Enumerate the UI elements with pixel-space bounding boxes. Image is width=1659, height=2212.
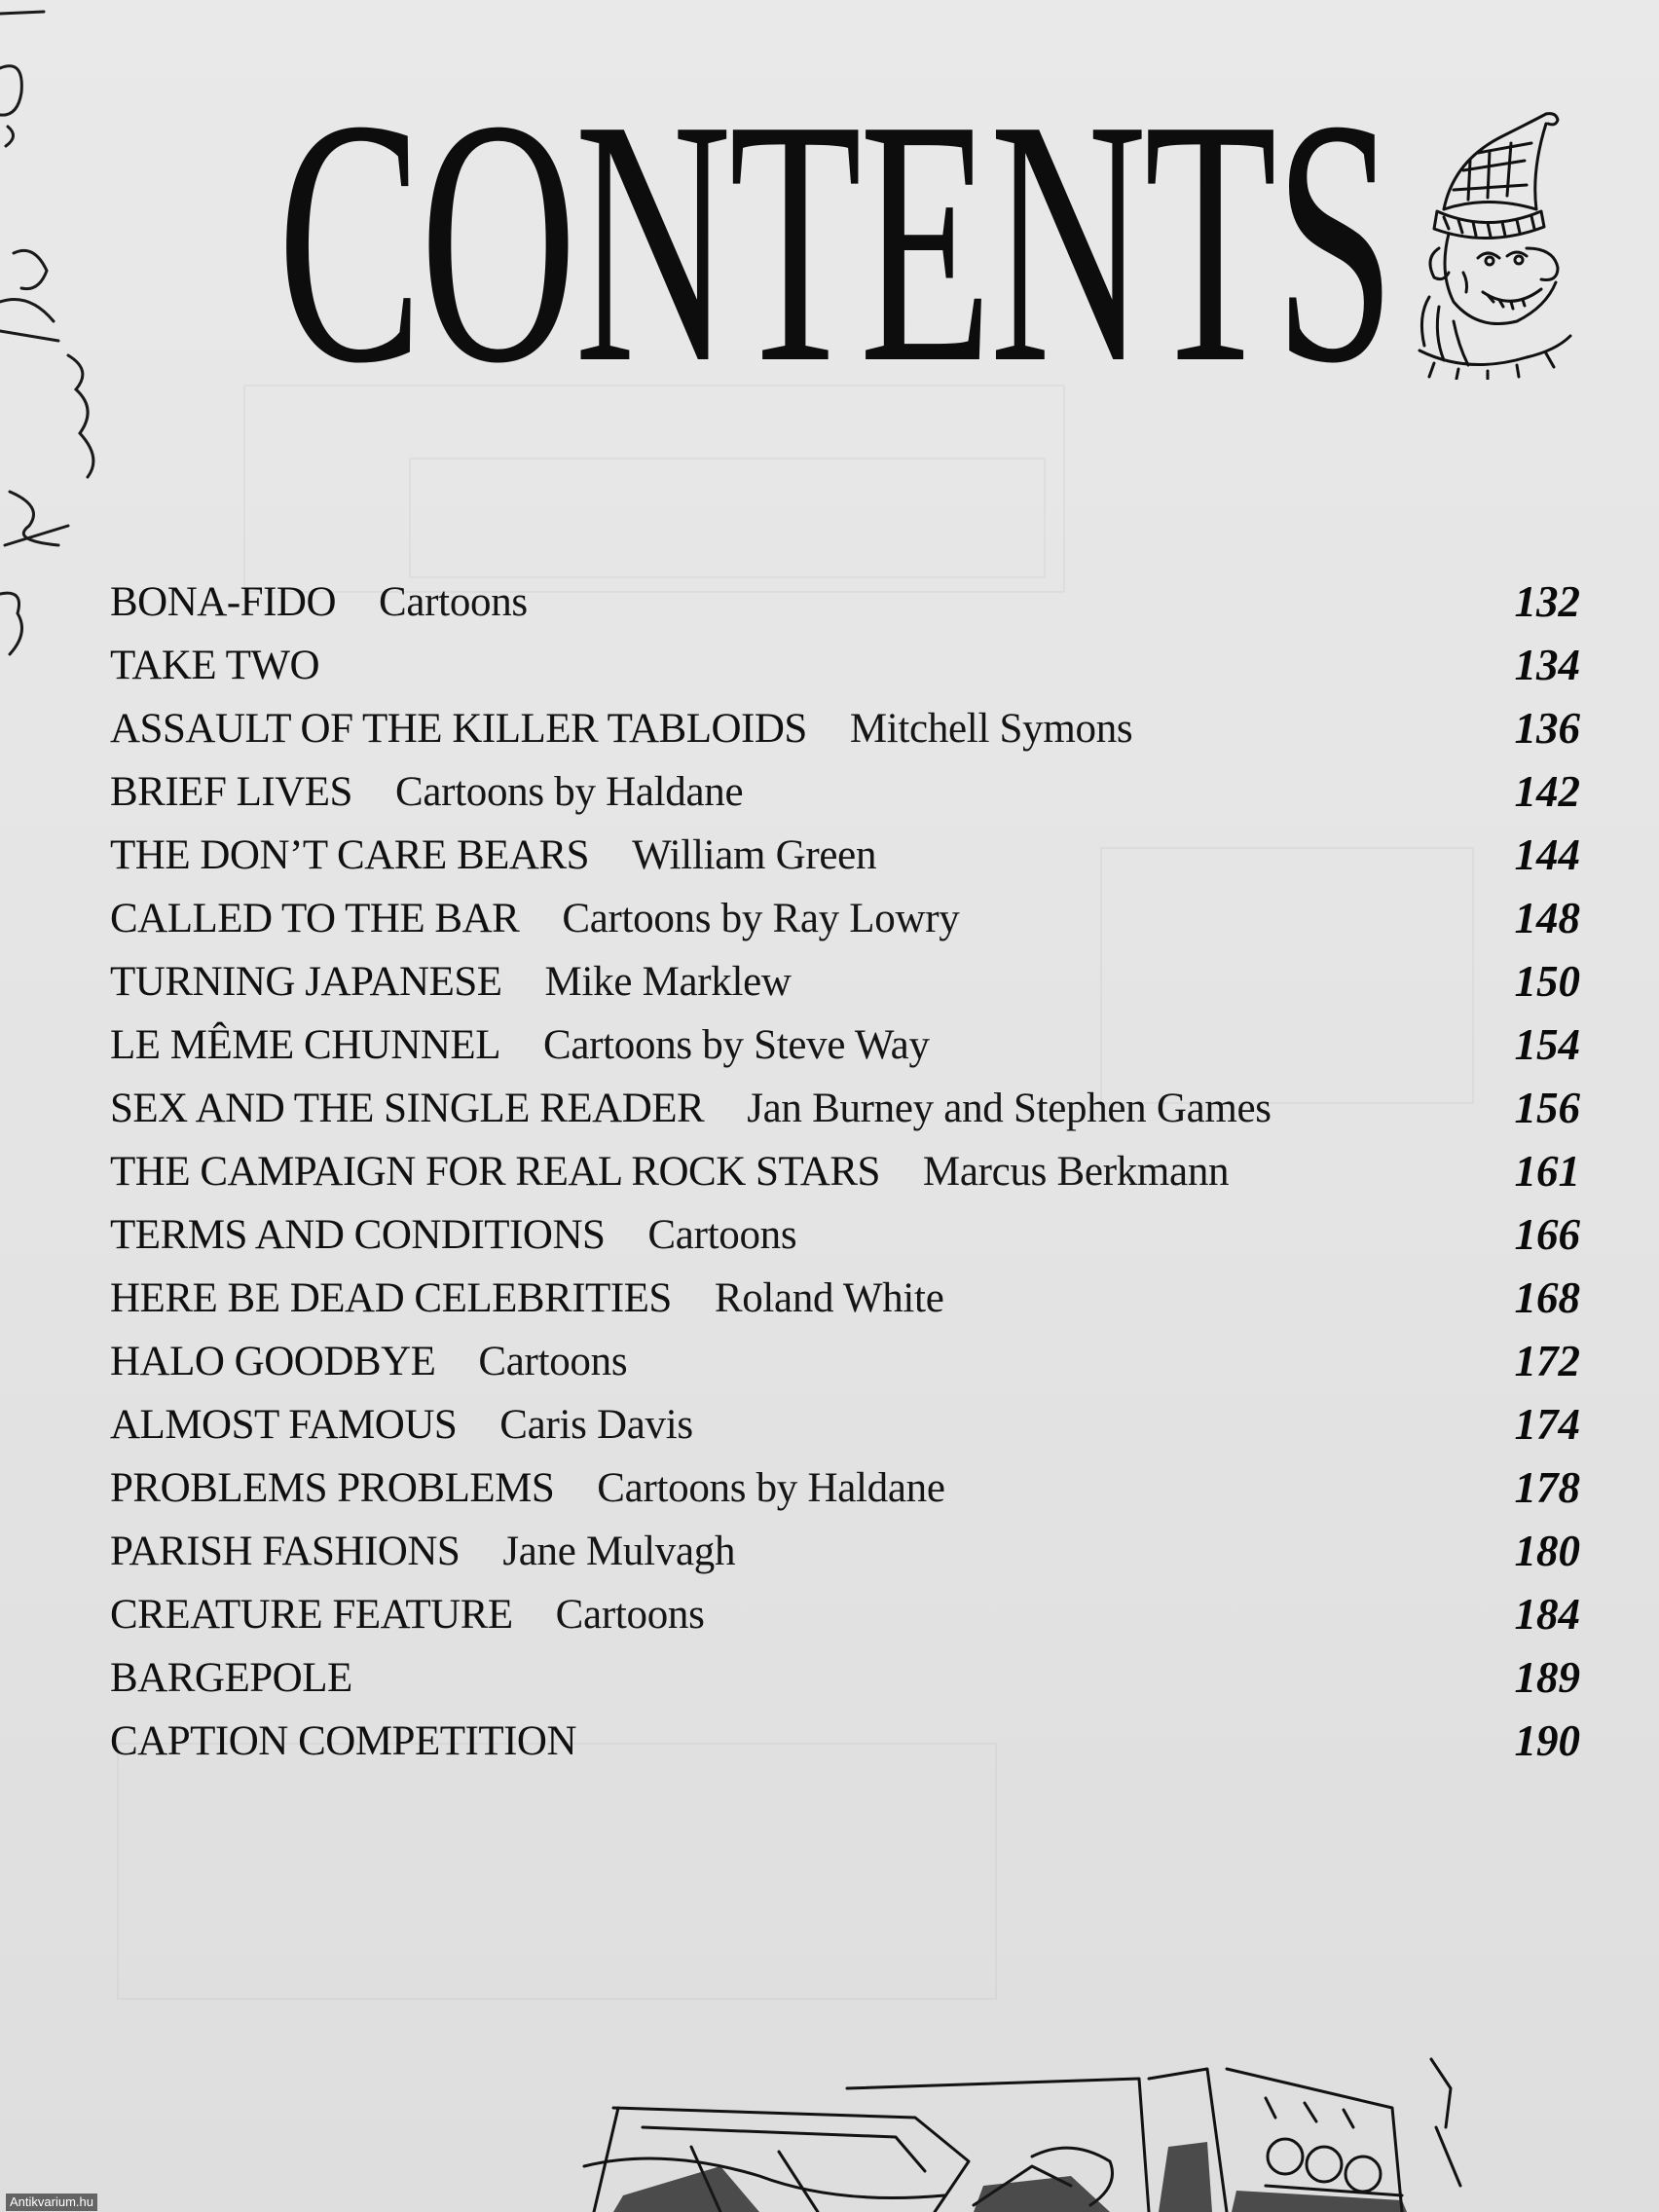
toc-entry-page-number: 184: [1514, 1590, 1580, 1639]
toc-entry: [110, 571, 1580, 634]
toc-entry-author: Cartoons by Haldane: [394, 769, 744, 815]
toc-entry: [110, 1140, 1580, 1203]
toc-entry-title: CALLED TO THE BAR: [110, 896, 520, 941]
toc-entry-page-number: 154: [1514, 1020, 1580, 1069]
toc-entry-author: Cartoons: [478, 1339, 628, 1384]
toc-entry: [110, 697, 1580, 760]
toc-entry: [110, 760, 1580, 824]
toc-entry-author: Cartoons by Steve Way: [542, 1022, 930, 1068]
toc-entry-title: ALMOST FAMOUS: [110, 1402, 458, 1448]
toc-entry: [110, 1077, 1580, 1140]
toc-entry-author: Mike Marklew: [544, 959, 792, 1005]
toc-entry-title: TAKE TWO: [110, 643, 320, 688]
toc-entry-title: BONA-FIDO: [110, 579, 336, 625]
toc-entry-author: Mitchell Symons: [849, 706, 1133, 752]
toc-entry: [110, 1393, 1580, 1456]
toc-entry-page-number: 172: [1514, 1337, 1580, 1385]
toc-entry-page-number: 189: [1514, 1653, 1580, 1702]
toc-entry-title: ASSAULT OF THE KILLER TABLOIDS: [110, 706, 807, 752]
toc-entry-author: Cartoons by Ray Lowry: [562, 896, 960, 941]
toc-entry: [110, 1710, 1580, 1773]
toc-entry: [110, 824, 1580, 887]
toc-entry-page-number: 178: [1514, 1463, 1580, 1512]
toc-entry: [110, 1267, 1580, 1330]
page-heading: CONTENTS: [277, 47, 1393, 419]
toc-entry-title: TERMS AND CONDITIONS: [110, 1212, 606, 1258]
toc-entry-author: Caris Davis: [499, 1402, 693, 1448]
show-through-frame: [117, 1743, 997, 2000]
toc-entry-author: Roland White: [714, 1275, 944, 1321]
toc-entry-title: BARGEPOLE: [110, 1655, 352, 1701]
toc-entry-author: Jane Mulvagh: [502, 1529, 736, 1574]
pub-scene-icon: [526, 2049, 1480, 2212]
toc-entry-page-number: 148: [1514, 894, 1580, 942]
toc-entry-page-number: 190: [1514, 1716, 1580, 1765]
toc-entry: [110, 950, 1580, 1014]
toc-entry-title: TURNING JAPANESE: [110, 959, 502, 1005]
toc-entry-page-number: 150: [1514, 957, 1580, 1006]
toc-entry-page-number: 161: [1514, 1147, 1580, 1196]
toc-entry-page-number: 166: [1514, 1210, 1580, 1259]
toc-entry: [110, 1583, 1580, 1646]
toc-entry-title: HERE BE DEAD CELEBRITIES: [110, 1275, 672, 1321]
toc-entry-page-number: 134: [1514, 641, 1580, 689]
toc-entry-author: Cartoons: [647, 1212, 797, 1258]
toc-entry-title: CREATURE FEATURE: [110, 1592, 513, 1638]
toc-entry: [110, 1203, 1580, 1267]
toc-entry-author: Jan Burney and Stephen Games: [747, 1086, 1272, 1131]
toc-entry-page-number: 132: [1514, 577, 1580, 626]
toc-entry-title: BRIEF LIVES: [110, 769, 352, 815]
watermark-text: Antikvarium.hu: [6, 2194, 97, 2211]
toc-entry-page-number: 180: [1514, 1527, 1580, 1575]
toc-entry-page-number: 142: [1514, 767, 1580, 816]
toc-entry: [110, 1520, 1580, 1583]
toc-entry-title: HALO GOODBYE: [110, 1339, 436, 1384]
toc-entry-title: SEX AND THE SINGLE READER: [110, 1086, 705, 1131]
toc-entry-page-number: 136: [1514, 704, 1580, 753]
toc-entry-page-number: 144: [1514, 830, 1580, 879]
toc-entry: [110, 634, 1580, 697]
show-through-frame: [409, 458, 1046, 578]
toc-entry-title: PARISH FASHIONS: [110, 1529, 461, 1574]
toc-entry: [110, 887, 1580, 950]
gnome-icon: [1410, 102, 1580, 380]
toc-entry-title: PROBLEMS PROBLEMS: [110, 1465, 555, 1511]
toc-entry-author: Marcus Berkmann: [922, 1149, 1230, 1195]
toc-entry-page-number: 168: [1514, 1273, 1580, 1322]
toc-entry-title: CAPTION COMPETITION: [110, 1718, 577, 1764]
contents-list: [110, 571, 1580, 1773]
toc-entry: [110, 1646, 1580, 1710]
toc-entry: [110, 1014, 1580, 1077]
toc-entry: [110, 1456, 1580, 1520]
toc-entry-title: LE MÊME CHUNNEL: [110, 1022, 500, 1068]
toc-entry-page-number: 156: [1514, 1084, 1580, 1132]
toc-entry: [110, 1330, 1580, 1393]
toc-entry-title: THE DON’T CARE BEARS: [110, 832, 590, 878]
toc-entry-page-number: 174: [1514, 1400, 1580, 1449]
toc-entry-title: THE CAMPAIGN FOR REAL ROCK STARS: [110, 1149, 880, 1195]
toc-entry-author: Cartoons: [555, 1592, 705, 1638]
toc-entry-author: William Green: [632, 832, 877, 878]
toc-entry-author: Cartoons by Haldane: [597, 1465, 945, 1511]
toc-entry-author: Cartoons: [379, 579, 528, 625]
